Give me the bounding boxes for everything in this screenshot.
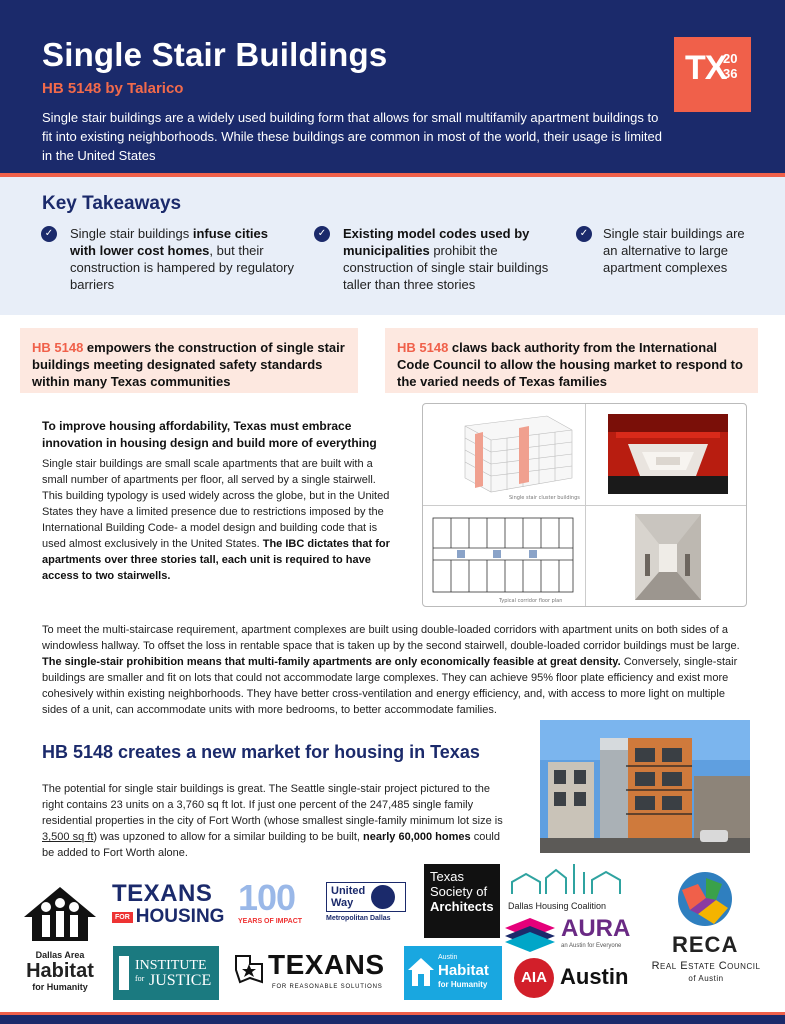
skyline-icon (508, 860, 628, 896)
aia-austin-logo: AIA Austin (514, 958, 628, 998)
aura-diamond-icon (505, 918, 555, 952)
callout-box: HB 5148 claws back authority from the International Code Council to allow the housing market to respond to the varied needs of Texas families (385, 328, 758, 393)
habitat-house-icon (408, 958, 434, 986)
reca-logo: RECA Real Estate Council of Austin (636, 870, 776, 990)
habitat-house-icon (20, 885, 100, 943)
plan-caption: Typical corridor floor plan (499, 598, 563, 604)
united-way-hand-icon (371, 885, 395, 909)
takeaway-item: Single stair buildings infuse cities with lower cost homes, but their construction is hampered by regulatory barriers (70, 226, 295, 292)
check-circle-icon: ✓ (41, 226, 57, 242)
takeaways-heading: Key Takeaways (42, 193, 182, 214)
section-lead: To improve housing affordability, Texas must embrace innovation in housing design and build more of everything (42, 419, 377, 450)
100-years-logo: 100 YEARS OF IMPACT (238, 877, 303, 925)
stairwell-photo (608, 414, 728, 494)
partner-logos (0, 860, 785, 1010)
texas-star-icon (232, 952, 266, 986)
page-title: Single Stair Buildings (42, 36, 388, 73)
footer-stripe (0, 1012, 785, 1024)
texans-for-housing-logo: TEXANS FOR HOUSING (112, 880, 225, 927)
torch-icon (119, 956, 129, 990)
takeaway-item: Existing model codes used by municipalities prohibit the construction of single stair buildings taller than three stories (343, 226, 549, 292)
seattle-building-photo (540, 720, 750, 853)
bill-subtitle: HB 5148 by Talarico (42, 80, 184, 97)
floor-plan-image (429, 514, 579, 604)
corridor-photo (635, 514, 701, 600)
key-takeaways (0, 177, 785, 315)
texans-reasonable-solutions-logo: TEXANS FOR REASONABLE SOLUTIONS (232, 950, 390, 1000)
building-diagram-image (427, 408, 582, 502)
market-paragraph: The potential for single stair buildings is great. The Seattle single-stair project pictured to the right contains 23 units on a 3,760 sq ft lot. If just one percent of the 247,485 single family residential properties in the city of Fort Worth (whose smallest single-family minimum lot size is 3,500 sq ft) was upzoned to allow for a similar building to be built, nearly 60,000 homes could be added to Fort Worth alone. (42, 783, 503, 859)
market-heading: HB 5148 creates a new market for housing in Texas (42, 742, 480, 762)
intro-text: Single stair buildings are a widely used building form that allows for small multifamily apartment buildings to fit into existing neighborhoods. While these buildings are common in most of the world, their usage is limited in the United States (42, 110, 662, 163)
section-body: Single stair buildings are small scale apartments that are built with a small number of apartments per floor, all served by a single stairwell. This building typology is used widely across the globe, but in the United States they have a limited presence due to restrictions imposed by the International Building Code- a model design and building code that is used almost exclusively in the United States. The IBC dictates that for apartments over three stories tall, each unit is required to have access to two stairwells. (42, 458, 390, 582)
takeaway-item: Single stair buildings are an alternative to large apartment complexes (603, 226, 745, 275)
image-grid (422, 403, 747, 607)
callout-box: HB 5148 empowers the construction of single stair buildings meeting designated safety standards within many Texas communities (20, 328, 358, 393)
reca-globe-icon (676, 870, 734, 928)
united-way-logo: United Way Metropolitan Dallas (326, 882, 406, 928)
texas-society-architects-logo: Texas Society of Architects (424, 864, 500, 938)
habitat-dallas-logo: Dallas Area Habitat for Humanity (20, 885, 100, 1005)
diagram-caption: Single stair cluster buildings (509, 495, 580, 501)
dallas-housing-coalition-logo: Dallas Housing Coalition (508, 860, 628, 910)
header-banner (0, 0, 785, 173)
tx2036-logo: TX 20 36 (674, 37, 751, 112)
corridor-paragraph: To meet the multi-staircase requirement, apartment complexes are built using double-loaded corridors with apartment units on both sides of a windowless hallway. To offset the loss in rentable space that is taken up by the second stairwell, double-loaded corridor buildings must be large. The single-stair prohibition means that multi-family apartments are only economically feasible at great density. Conversely, single-stair buildings are smaller and fit on lots that could not accommodate large complexes. They can achieve 95% floor plate efficiency and exist more cohesively within existing neighborhoods. They have better cross-ventilation and energy efficiency, and, with access to more light on multiple sides of a unit, can accommodate units with more bedrooms, to better accommodate families. (42, 624, 740, 716)
check-circle-icon: ✓ (314, 226, 330, 242)
aura-logo: AURA an Austin for Everyone (505, 916, 635, 956)
habitat-austin-logo: Austin Habitat for Humanity (404, 946, 502, 1000)
check-circle-icon: ✓ (576, 226, 592, 242)
institute-for-justice-logo: INSTITUTE for JUSTICE (113, 946, 219, 1000)
